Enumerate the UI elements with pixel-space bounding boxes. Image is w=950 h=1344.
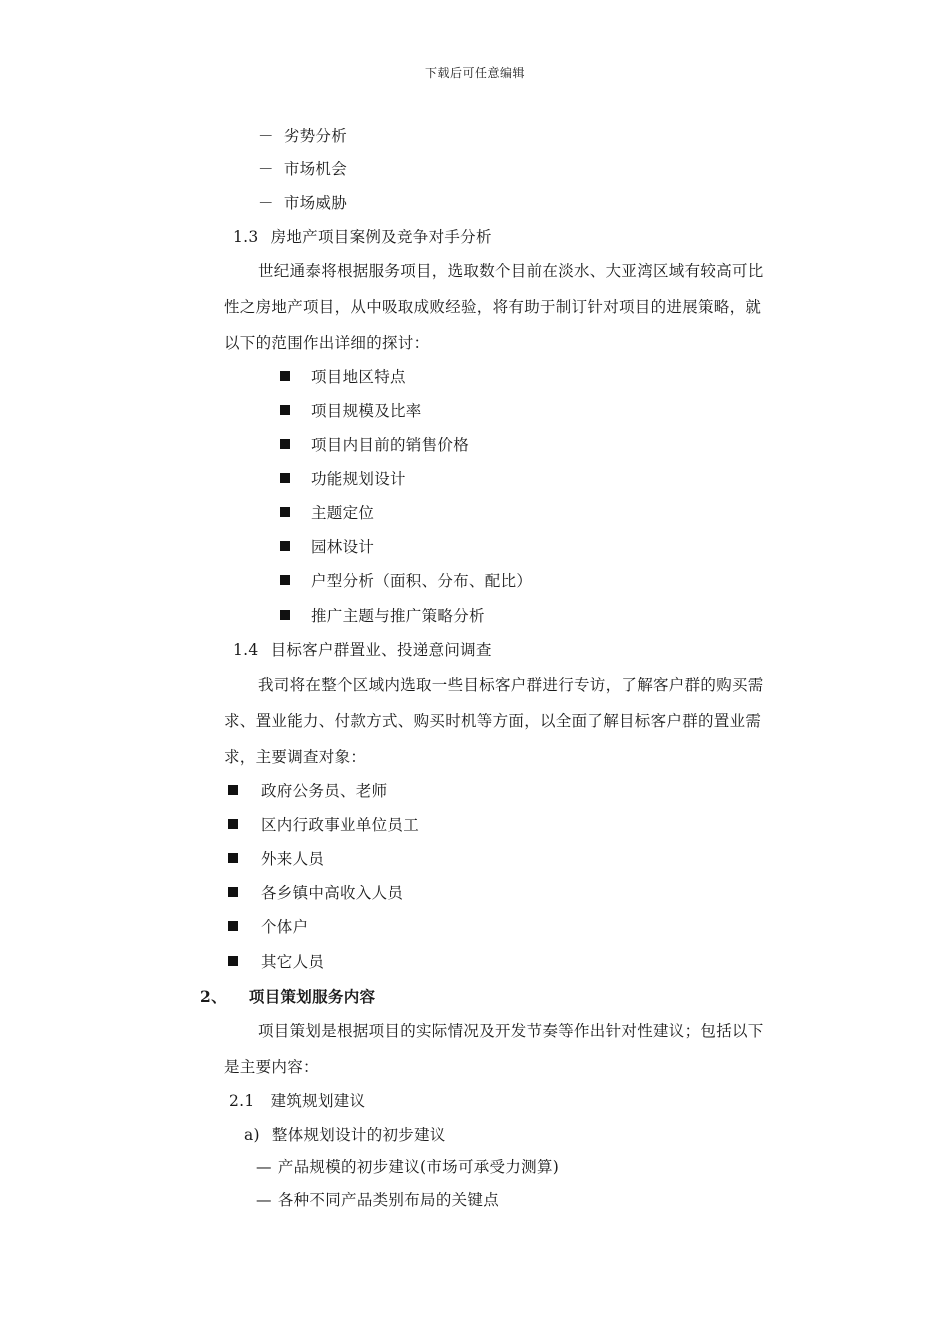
sub-item-text: 整体规划设计的初步建议 (271, 1126, 446, 1144)
paragraph-line: 是主要内容： (224, 1058, 319, 1076)
sub-item-a (244, 1124, 446, 1146)
square-bullet-icon (280, 371, 290, 381)
page-header: 下载后可任意编辑 (424, 66, 525, 80)
square-bullet-icon (280, 473, 290, 483)
list-item (228, 780, 387, 802)
list-item-text: 项目内目前的销售价格 (311, 436, 470, 454)
square-bullet-icon (228, 956, 238, 966)
paragraph-line: 性之房地产项目，从中吸取成败经验，将有助于制订针对项目的进展策略，就 (224, 298, 762, 316)
dash-item (256, 1156, 559, 1178)
list-item-text: 区内行政事业单位员工 (261, 816, 420, 834)
list-item-text: 推广主题与推广策略分析 (311, 607, 485, 625)
list-item (280, 605, 485, 627)
list-item (280, 570, 532, 592)
swot-item-text: 市场威胁 (283, 194, 348, 212)
list-item-text: 外来人员 (261, 850, 325, 868)
list-item (280, 502, 374, 524)
square-bullet-icon (228, 921, 238, 931)
paragraph-line: 求、置业能力、付款方式、购买时机等方面，以全面了解目标客户群的置业需 (224, 712, 762, 730)
dash-marker: — (256, 1158, 272, 1176)
dash-marker: － (258, 127, 274, 145)
square-bullet-icon (280, 541, 290, 551)
list-item-text: 园林设计 (311, 538, 375, 556)
swot-item (258, 158, 347, 180)
list-item (228, 951, 324, 973)
list-item (228, 814, 419, 836)
section-heading-2 (200, 986, 375, 1008)
list-item (280, 468, 406, 490)
dash-marker: － (258, 160, 274, 178)
square-bullet-icon (228, 819, 238, 829)
list-item (280, 400, 422, 422)
section-number: 1.3 (233, 228, 259, 246)
square-bullet-icon (228, 853, 238, 863)
section-title: 房地产项目案例及竞争对手分析 (270, 228, 492, 246)
paragraph-line: 项目策划是根据项目的实际情况及开发节奏等作出针对性建议；包括以下 (258, 1022, 764, 1040)
section-title: 项目策划服务内容 (248, 987, 376, 1006)
section-heading-2-1 (229, 1090, 365, 1112)
section-title: 建筑规划建议 (270, 1092, 366, 1110)
square-bullet-icon (280, 507, 290, 517)
square-bullet-icon (280, 610, 290, 620)
square-bullet-icon (280, 405, 290, 415)
section-title: 目标客户群置业、投递意问调查 (270, 641, 492, 659)
dash-marker: － (258, 194, 274, 212)
paragraph-line: 求，主要调查对象： (224, 748, 367, 766)
square-bullet-icon (280, 439, 290, 449)
paragraph-line: 世纪通泰将根据服务项目，选取数个目前在淡水、大亚湾区域有较高可比 (258, 262, 764, 280)
square-bullet-icon (280, 575, 290, 585)
list-item-text: 其它人员 (261, 953, 325, 971)
list-item (228, 848, 324, 870)
dash-marker: — (256, 1191, 272, 1209)
swot-item (258, 192, 347, 214)
swot-item-text: 劣势分析 (283, 127, 348, 145)
dash-item-text: 产品规模的初步建议(市场可承受力测算) (277, 1158, 560, 1176)
section-number: 2、 (200, 987, 227, 1006)
list-item (228, 916, 308, 938)
section-heading-1-3 (233, 226, 492, 248)
square-bullet-icon (228, 887, 238, 897)
sub-item-label: a) (244, 1126, 260, 1144)
list-item-text: 功能规划设计 (311, 470, 406, 488)
section-heading-1-4 (233, 639, 492, 661)
list-item-text: 主题定位 (311, 504, 375, 522)
list-item-text: 项目规模及比率 (311, 402, 422, 420)
list-item (280, 434, 469, 456)
list-item-text: 政府公务员、老师 (261, 782, 388, 800)
dash-item (256, 1189, 499, 1211)
list-item-text: 户型分析（面积、分布、配比） (311, 572, 533, 590)
dash-item-text: 各种不同产品类别布局的关键点 (277, 1191, 500, 1209)
list-item-text: 项目地区特点 (311, 368, 406, 386)
section-number: 1.4 (233, 641, 259, 659)
list-item-text: 各乡镇中高收入人员 (261, 884, 404, 902)
list-item (280, 366, 406, 388)
list-item-text: 个体户 (261, 918, 309, 936)
list-item (228, 882, 403, 904)
swot-item-text: 市场机会 (283, 160, 348, 178)
list-item (280, 536, 374, 558)
paragraph-line: 以下的范围作出详细的探讨： (224, 334, 430, 352)
section-number: 2.1 (229, 1092, 255, 1110)
swot-item (258, 125, 347, 147)
square-bullet-icon (228, 785, 238, 795)
paragraph-line: 我司将在整个区域内选取一些目标客户群进行专访，了解客户群的购买需 (258, 676, 764, 694)
